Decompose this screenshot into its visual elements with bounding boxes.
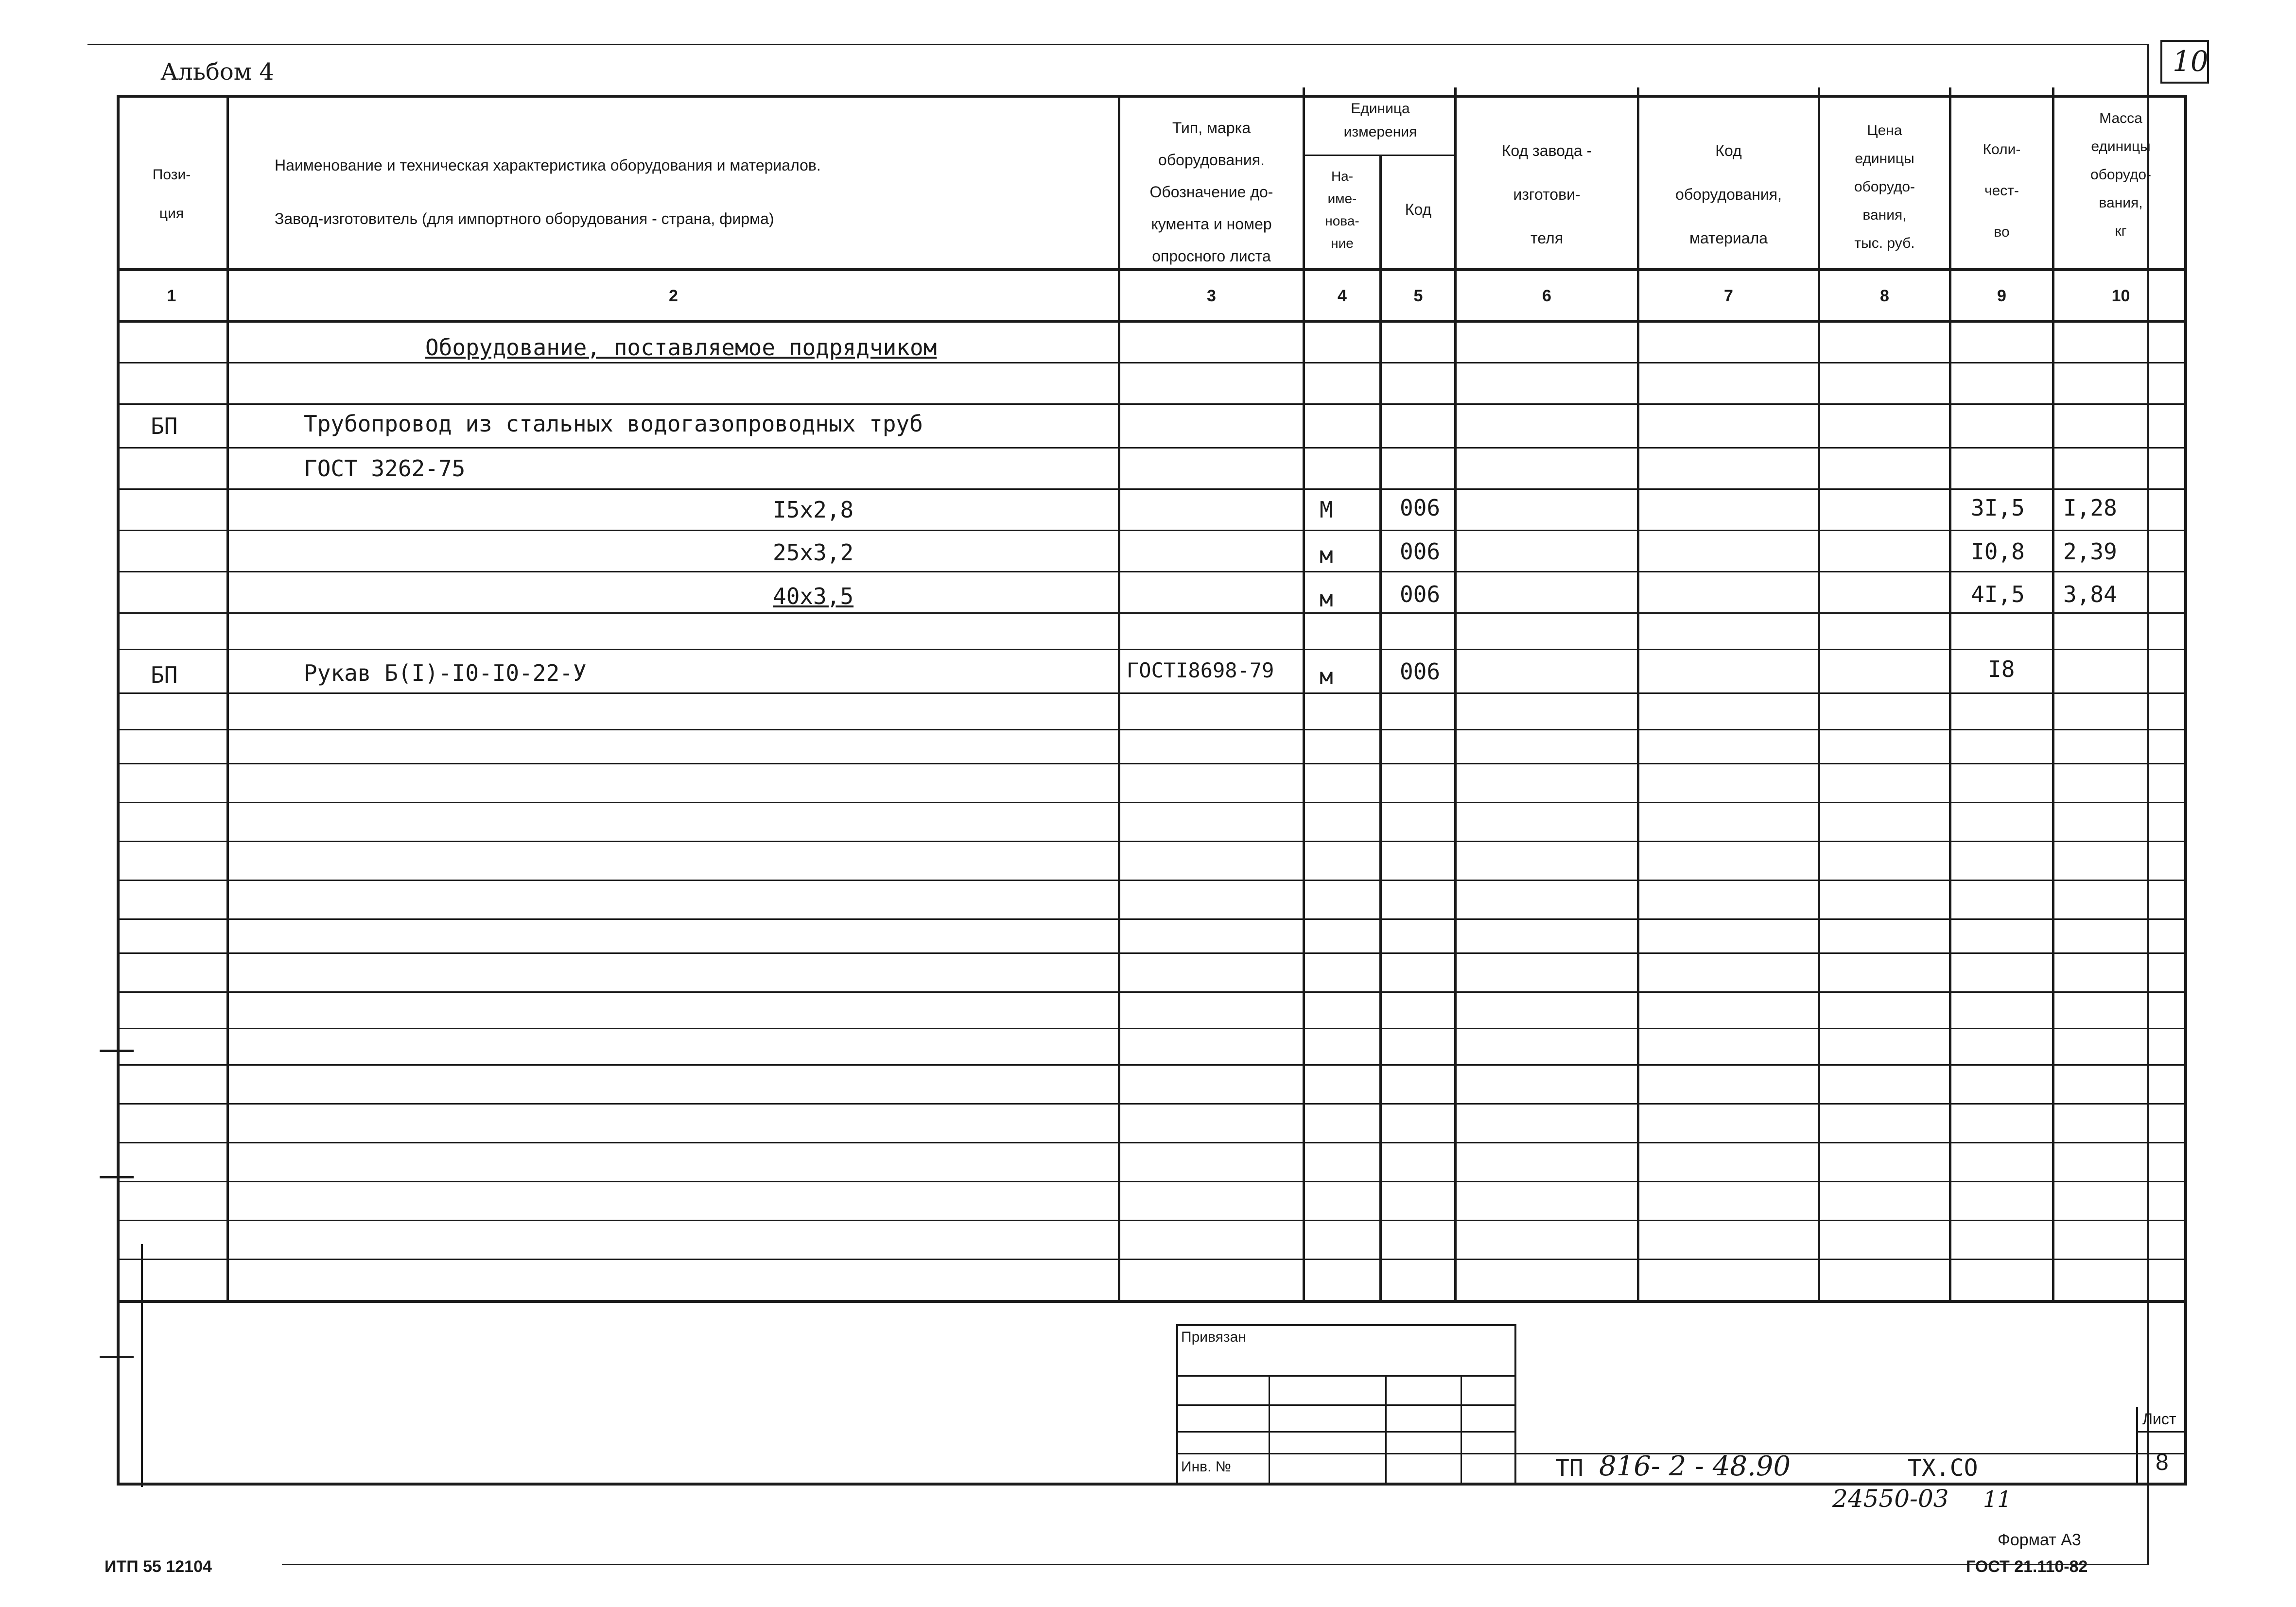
- stamp-inv-label: Инв. №: [1181, 1459, 1231, 1475]
- row-name: Рукав Б(I)-I0-I0-22-У: [304, 660, 587, 686]
- row-line: [117, 447, 2187, 449]
- colnum-1: 1: [167, 287, 176, 305]
- colnum-8: 8: [1880, 287, 1889, 305]
- gost-reference: ГОСТ 21.110-82: [1966, 1557, 2088, 1576]
- row-line: [117, 612, 2187, 614]
- row-code: 006: [1400, 495, 1441, 521]
- row-line: [117, 1220, 2187, 1221]
- colnum-5: 5: [1413, 287, 1423, 305]
- header-col3: Тип, марка оборудования. Обозначение до- кумента и номер опросного листа: [1149, 119, 1273, 265]
- row-line: [117, 1064, 2187, 1066]
- row-line: [117, 692, 2187, 694]
- row-line: [117, 880, 2187, 881]
- vline-4: [1379, 156, 1382, 1301]
- row-line: [117, 991, 2187, 993]
- row-unit: м: [1320, 586, 1333, 612]
- designation-suffix: ТХ.СО: [1908, 1454, 1978, 1482]
- vline-1: [226, 95, 229, 1301]
- header-col4: На- имe- нова- ние: [1325, 169, 1359, 251]
- sheet-label: Лист: [2142, 1410, 2176, 1428]
- stamp-vline: [1385, 1375, 1387, 1485]
- row-line: [117, 571, 2187, 572]
- designation-prefix: ТП: [1555, 1454, 1583, 1482]
- row-unit: м: [1320, 542, 1333, 568]
- row-line: [117, 649, 2187, 650]
- row-unit: М: [1320, 497, 1333, 523]
- colnum-3: 3: [1207, 287, 1216, 305]
- row-qty: 3I,5: [1971, 495, 2025, 521]
- vline-5: [1454, 87, 1457, 1301]
- row-size: 40x3,5: [773, 583, 854, 609]
- row-line: [117, 763, 2187, 764]
- row-qty: I8: [1988, 656, 2015, 682]
- designation-number: 816- 2 - 48.90: [1599, 1451, 1791, 1482]
- colnum-7: 7: [1724, 287, 1733, 305]
- row-name: ГОСТ 3262-75: [304, 455, 466, 482]
- stamp-line: [1176, 1404, 1516, 1406]
- row-line: [117, 1259, 2187, 1260]
- vline-3: [1303, 87, 1305, 1301]
- colnum-10: 10: [2111, 287, 2130, 305]
- row-line: [117, 1142, 2187, 1143]
- margin-tick: [100, 1050, 134, 1052]
- row-name: Трубопровод из стальных водогазопроводных труб: [304, 411, 923, 437]
- row-line: [117, 403, 2187, 405]
- header-col7: Код оборудования, материала: [1675, 142, 1782, 247]
- row-line: [117, 1181, 2187, 1182]
- stamp-line: [1176, 1453, 1516, 1454]
- vline-2: [1118, 95, 1120, 1301]
- corner-number: 10: [2173, 45, 2209, 78]
- row-qty: 4I,5: [1971, 581, 2025, 607]
- album-label: Альбом 4: [160, 58, 274, 86]
- row-line: [117, 488, 2187, 490]
- row-code: 006: [1400, 581, 1441, 607]
- colnum-6: 6: [1542, 287, 1551, 305]
- row-position: БП: [151, 662, 178, 688]
- header-col10: Масса единицы оборудо- вания, кг: [2090, 110, 2152, 239]
- header-col2: Наименование и техническая характеристика оборудования и материалов. Завод-изготовитель (для импортного оборудования - страна, фирма): [275, 156, 821, 227]
- format-label: Формат А3: [1998, 1531, 2081, 1549]
- colnum-divider: [117, 320, 2187, 323]
- row-mass: I,28: [2063, 495, 2117, 521]
- row-position: БП: [151, 413, 178, 439]
- row-line: [117, 841, 2187, 842]
- header-col8: Цена единицы оборудо- вания, тыс. руб.: [1854, 122, 1915, 251]
- vline-8: [1949, 87, 1951, 1301]
- row-size: I5x2,8: [773, 497, 854, 523]
- row-line: [117, 362, 2187, 363]
- margin-tick: [100, 1356, 134, 1358]
- row-qty: I0,8: [1971, 538, 2025, 565]
- header-col6: Код завода - изготови- теля: [1501, 142, 1592, 247]
- margin-vline: [141, 1244, 143, 1487]
- vline-6: [1637, 87, 1639, 1301]
- margin-tick: [100, 1176, 134, 1178]
- row-line: [117, 530, 2187, 531]
- bottom-border: [282, 1564, 2149, 1565]
- top-border: [87, 44, 2148, 45]
- row-code: 006: [1400, 538, 1441, 565]
- vline-7: [1818, 87, 1820, 1301]
- row-mass: 3,84: [2063, 581, 2117, 607]
- header-col9: Коли- чест- во: [1983, 141, 2021, 240]
- stamp-line: [1176, 1375, 1516, 1377]
- vline-9: [2052, 87, 2054, 1301]
- row-line: [117, 918, 2187, 920]
- row-line: [117, 952, 2187, 954]
- section-title: Оборудование, поставляемое подрядчиком: [425, 334, 937, 361]
- header-unit-group: Единица измерения: [1343, 101, 1417, 140]
- stamp-attached-label: Привязан: [1181, 1329, 1246, 1345]
- sheet-number: 8: [2156, 1450, 2169, 1475]
- stamp-vline: [1461, 1375, 1462, 1485]
- row-unit: м: [1320, 663, 1333, 690]
- stamp-line: [1176, 1431, 1516, 1433]
- row-line: [117, 802, 2187, 803]
- stamp-vline: [1269, 1375, 1270, 1485]
- row-size: 25x3,2: [773, 539, 854, 566]
- table-body-bottom: [117, 1300, 2187, 1303]
- row-document: ГОСТI8698-79: [1127, 658, 1274, 682]
- row-line: [117, 1103, 2187, 1105]
- row-line: [117, 729, 2187, 730]
- sheet-divider: [2136, 1431, 2187, 1433]
- row-mass: 2,39: [2063, 538, 2117, 565]
- itp-code: ИТП 55 12104: [104, 1557, 212, 1576]
- header-col1: Пози- ция: [152, 167, 191, 222]
- unit-subdivider: [1303, 155, 1456, 156]
- colnum-2: 2: [669, 287, 678, 305]
- archive-suffix: 11: [1983, 1486, 2012, 1512]
- row-line: [117, 1028, 2187, 1029]
- header-col5: Код: [1405, 201, 1432, 218]
- row-code: 006: [1400, 658, 1441, 685]
- colnum-9: 9: [1997, 287, 2006, 305]
- colnum-4: 4: [1338, 287, 1347, 305]
- archive-number: 24550-03: [1832, 1485, 1949, 1513]
